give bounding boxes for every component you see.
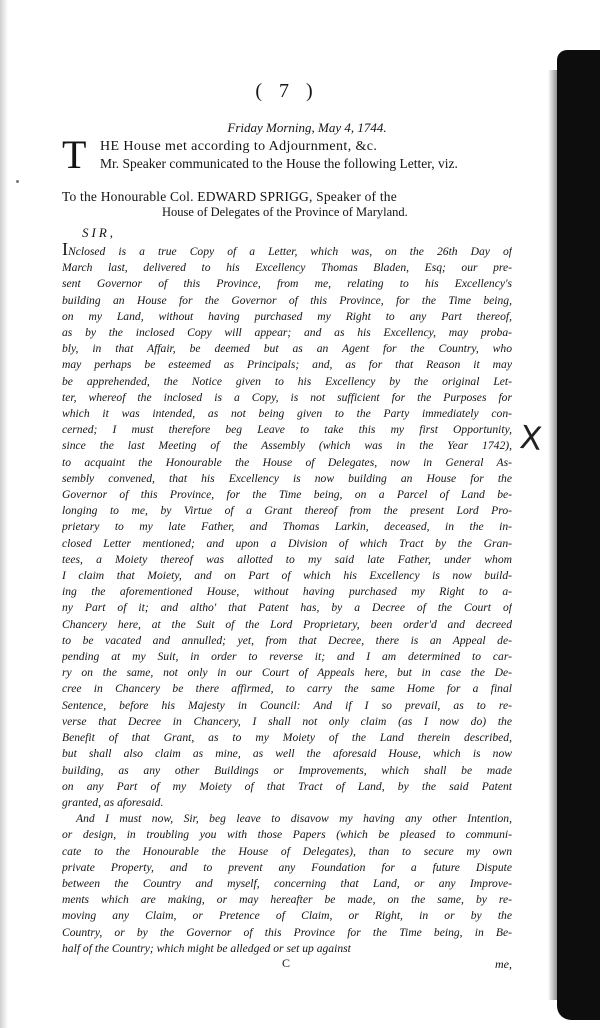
address-line-1: To the Honourable Col. EDWARD SPRIGG, Speaker of the [62,189,397,204]
body-line: as by the inclosed Copy will appear; and as his Excellency, may proba- [62,326,512,340]
body-line: sembly convened, that his Excellency is now building an House for the [62,471,512,485]
page-footer [62,957,512,973]
body-line: since the last Meeting of the Assembly (which was in the Year 1742), [62,439,512,453]
body-line: I claim that Moiety, and on Part of which his Excellency is now build- [62,569,512,583]
margin-dot [16,180,19,183]
body-line: sent Governor of this Province, from me, relating to his Excellency's [62,277,512,291]
body-line: building, as any other Buildings or Improvements, which shall be made [62,763,512,777]
opening-paragraph [62,132,512,177]
opening-line-1: HE House met according to Adjournment, &c. [100,139,378,154]
body-line: on any Part of my Moiety of that Tract of Land, by the said Patent [62,779,512,793]
body-line: between the Country and myself, concerning that Land, or any Improve- [62,876,512,890]
body-line: cerned; I must therefore beg Leave to take this my first Opportunity, [62,423,512,437]
body-line: longing to me, by Virtue of a Grant thereof from the present Lord Pro- [62,504,512,518]
body-line: pending at my Suit, in order to reverse it; and I am determined to car- [62,650,512,664]
body-line: Chancery here, at the Suit of the Lord Proprietary, been order'd and decreed [62,617,512,631]
body-line: prietary to my late Father, and Thomas Larkin, deceased, in the in- [62,520,512,534]
page-number: ( 7 ) [255,80,319,102]
body-line: And I must now, Sir, beg leave to disavow my having any other Intention, [76,812,512,826]
body-line: Governor of this Province, for the Time being, on a Parcel of Land be- [62,488,512,502]
body-line: Country, or by the Governor of this Province for the Time being, in Be- [62,925,512,939]
body-line: be apprehended, the Notice given to his Excellency by the original Let- [62,374,512,388]
margin-x-mark: X [518,417,544,459]
letter-address [62,189,512,220]
catchword: me, [495,956,512,971]
body-line: ing the aforementioned House, without having purchased my Right to a- [62,585,512,599]
body-line: March last, delivered to his Excellency Thomas Bladen, Esq; our pre- [62,261,512,275]
body-line: to be vacated and annulled; yet, from that Decree, there is an Appeal de- [62,633,512,647]
signature-mark: C [282,955,291,970]
body-line: to acquaint the Honourable the House of Delegates, now in General As- [62,455,512,469]
page-content [62,80,512,973]
body-line: but shall also claim as mine, as well the aforesaid House, which is now [62,747,512,761]
body-line: Sentence, before his Majesty in Council: And if I so prevail, as to re- [62,698,512,712]
body-line: verse that Decree in Chancery, I shall not only claim (as I now do) the [62,714,512,728]
body-line: ry on the same, not only in our Court of Appeals here, but in case the De- [62,666,512,680]
body-line: tees, a Moiety thereof was allotted to my said late Father, under whom [62,552,512,566]
body-line: or design, in troubling you with those Papers (which be pleased to communi- [62,828,512,842]
body-line: half of the Country; which might be alledged or set up against [62,941,351,955]
body-line: which it was intended, as not being given to the Party immediately con- [62,407,512,421]
salutation: SIR, [82,225,117,240]
dateline: Friday Morning, May 4, 1744. [227,120,387,135]
body-line: closed Letter mentioned; and upon a Division of which Tract by the Gran- [62,536,512,550]
page-edge [0,0,8,1028]
body-line: INclosed is a true Copy of a Letter, which was, on the 26th Day of [62,241,512,259]
body-line: ments which are making, or may hereafter be made, on the same, by re- [62,893,512,907]
drop-cap: T [62,132,87,177]
body-line: private Property, and to prevent any Foundation for a future Dispute [62,860,512,874]
body-line: moving any Claim, or Pretence of Claim, or Right, in or by the [62,909,512,923]
body-line: ny Part of it; and altho' that Patent has, by a Decree of the Court of [62,601,512,615]
opening-line-2: Mr. Speaker communicated to the House the following Letter, viz. [100,156,458,171]
body-line: granted, as aforesaid. [62,795,164,809]
letter-body [62,241,512,957]
body-line: building an House for the Governor of this Province, for the Time being, [62,293,512,307]
body-line: ter, whereof the inclosed is a Copy, is not sufficient for the Purposes for [62,390,512,404]
body-line: cate to the Honourable the House of Delegates), than to secure my own [62,844,512,858]
body-line: on my Land, without having purchased my Right to any Part thereof, [62,309,512,323]
body-line: may perhaps be esteemed as Principals; and, as for that Reason it may [62,358,512,372]
body-line: bly, in that Affair, be deemed but as an Agent for the Country, who [62,342,512,356]
scan-shadow [557,50,600,1020]
body-line: cree in Chancery be there affirmed, to carry the same Home for a final [62,682,512,696]
body-line: Benefit of that Grant, as to my Moiety of the Land therein described, [62,731,512,745]
address-line-2: House of Delegates of the Province of Maryland. [162,205,408,219]
